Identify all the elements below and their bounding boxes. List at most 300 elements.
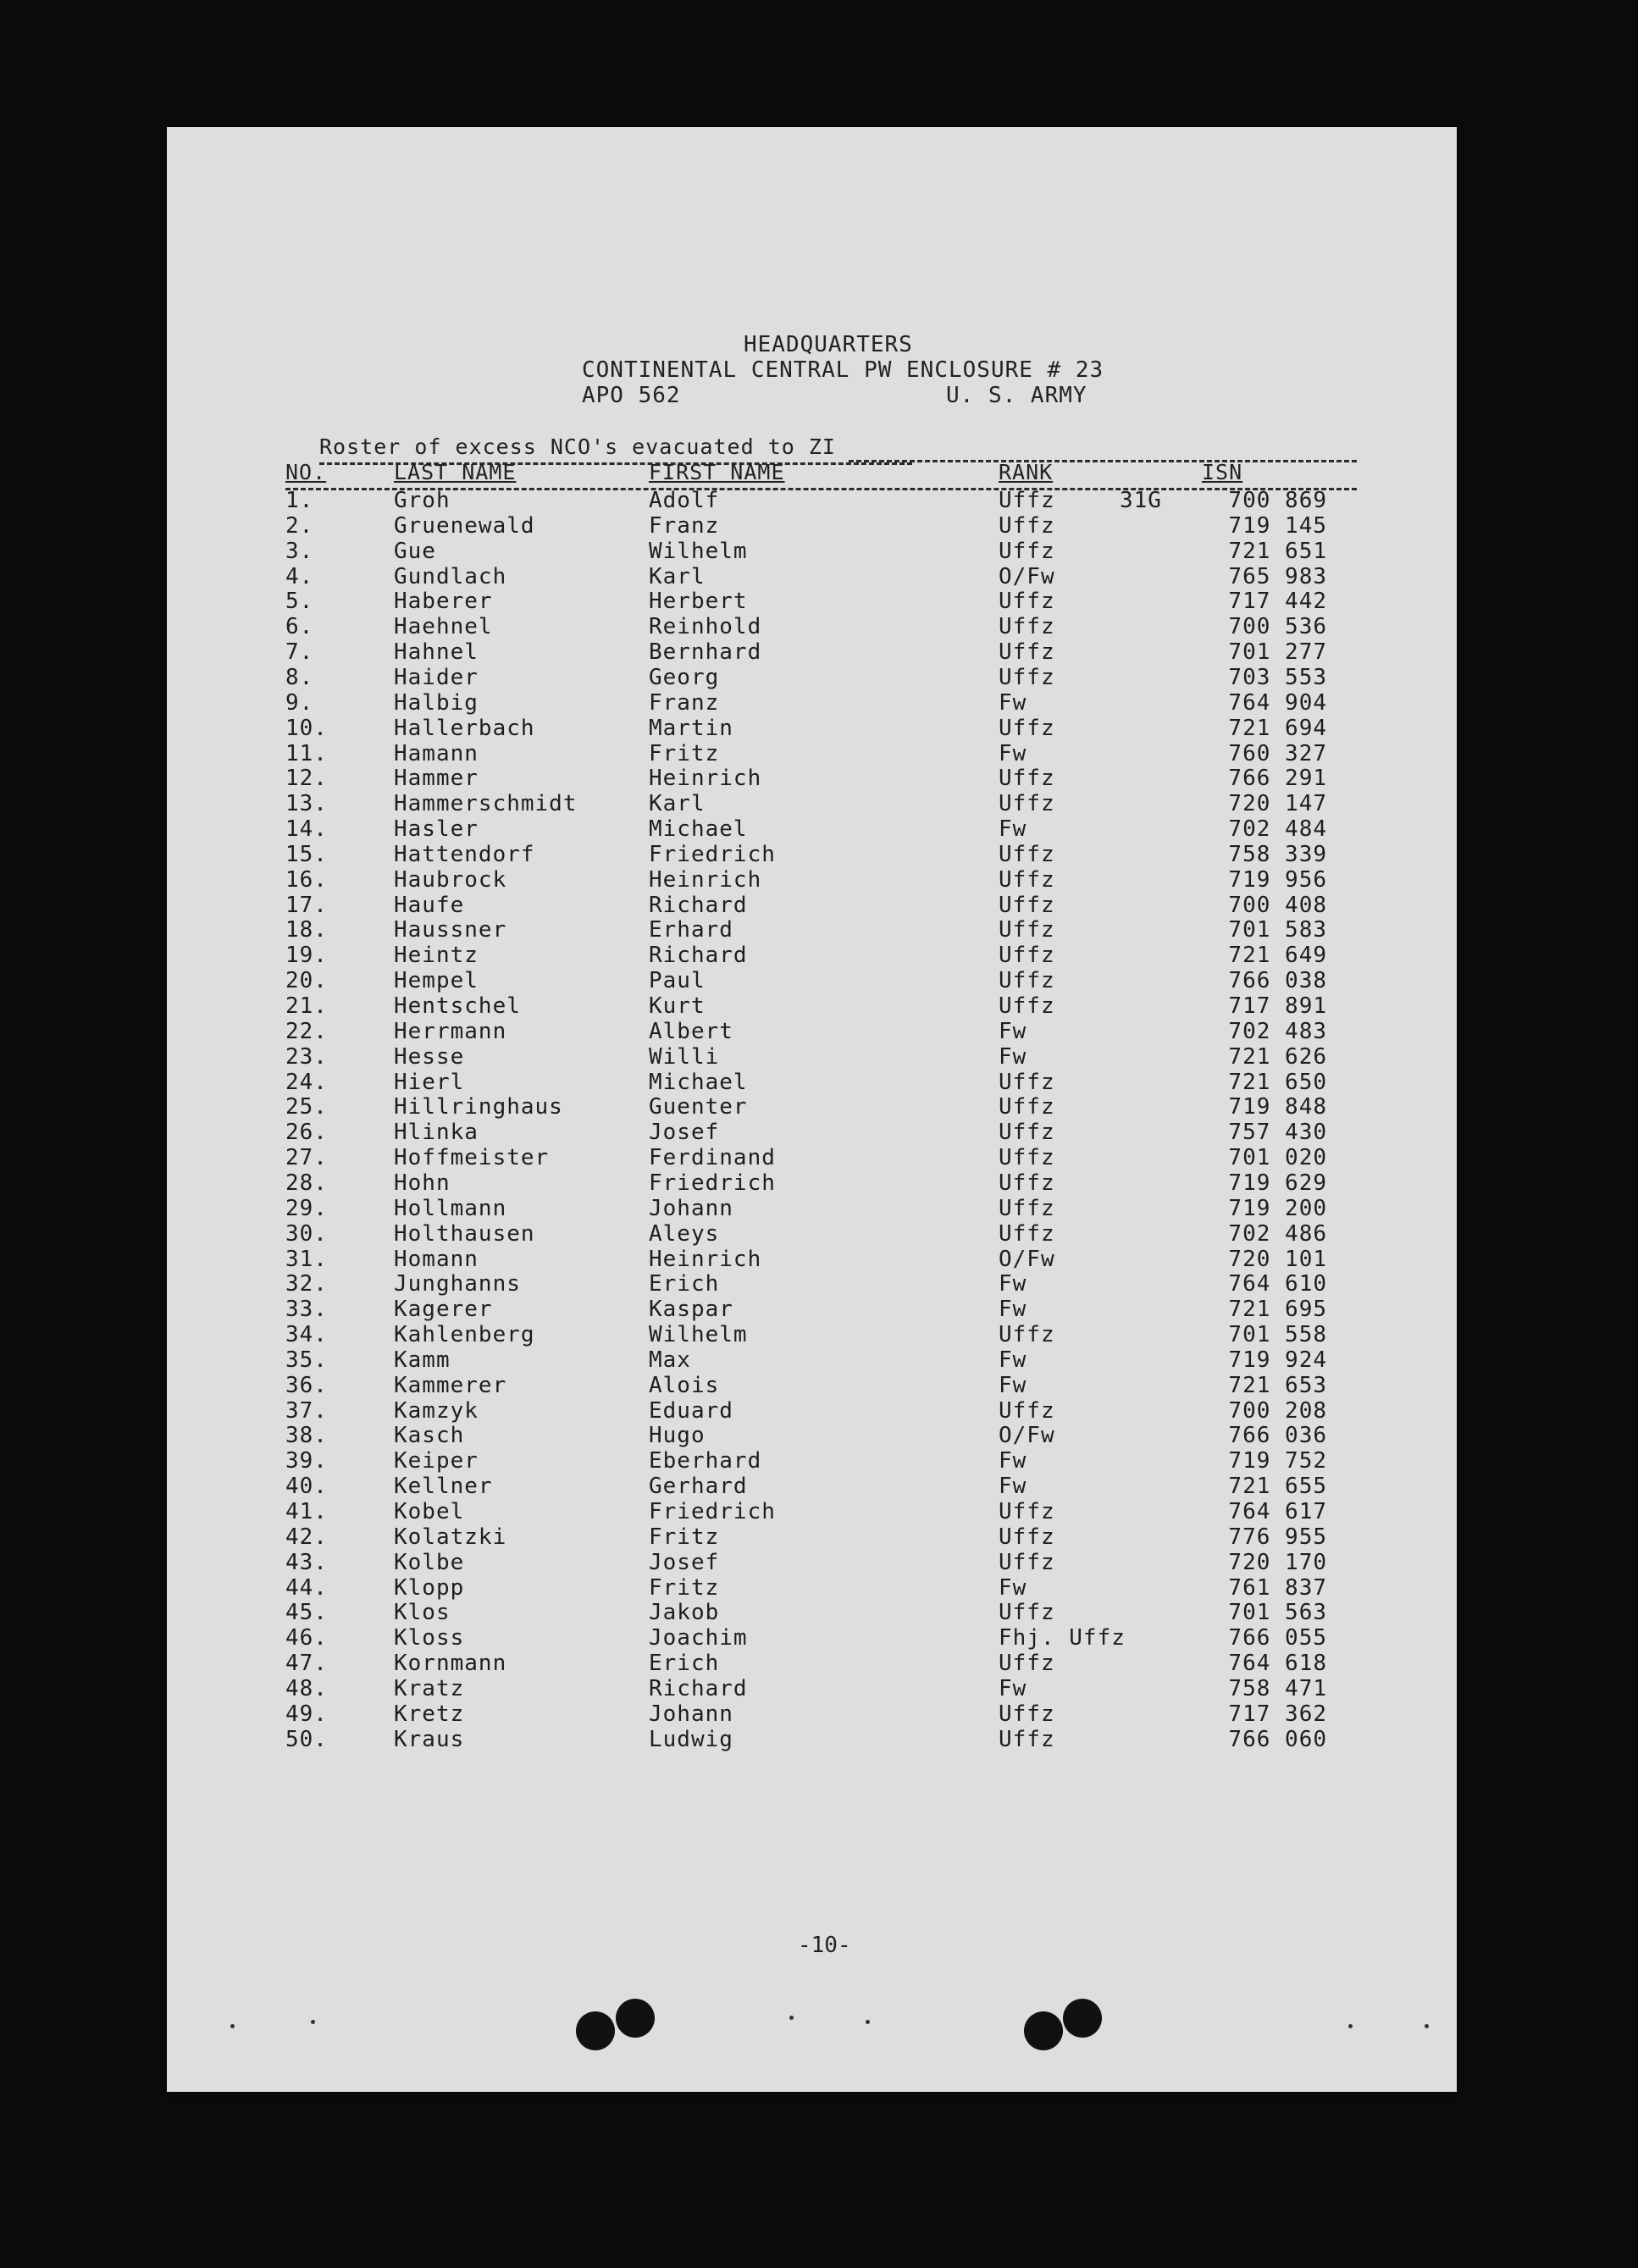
row-number: 3. xyxy=(285,538,314,564)
table-row xyxy=(167,1550,1457,1575)
first-name-cell: Friedrich xyxy=(649,1499,776,1524)
table-row xyxy=(167,1070,1457,1095)
last-name-cell: Groh xyxy=(394,488,451,513)
isn-cell: 720 147 xyxy=(1228,791,1327,817)
row-number: 46. xyxy=(285,1625,328,1651)
speck xyxy=(1348,2024,1353,2028)
first-name-cell: Joachim xyxy=(649,1625,748,1651)
isn-cell: 766 038 xyxy=(1228,968,1327,994)
first-name-cell: Reinhold xyxy=(649,614,762,640)
rank-cell: Uffz xyxy=(999,1397,1055,1424)
document-page xyxy=(167,127,1457,2092)
row-number: 50. xyxy=(285,1726,328,1752)
rank-cell: Fw xyxy=(999,1018,1027,1044)
first-name-cell: Hugo xyxy=(649,1423,706,1449)
last-name-cell: Hempel xyxy=(394,968,479,994)
row-number: 4. xyxy=(285,563,314,589)
isn-cell: 761 837 xyxy=(1228,1574,1327,1601)
last-name-cell: Haberer xyxy=(394,589,493,615)
last-name-cell: Kraus xyxy=(394,1726,465,1752)
first-name-cell: Georg xyxy=(649,664,720,690)
row-number: 16. xyxy=(285,866,328,893)
speck xyxy=(311,2020,315,2024)
rank-cell: Fw xyxy=(999,1574,1027,1601)
row-number: 5. xyxy=(285,589,314,615)
table-row xyxy=(167,1423,1457,1448)
isn-cell: 766 291 xyxy=(1228,766,1327,792)
first-name-cell: Franz xyxy=(649,512,720,539)
last-name-cell: Hollmann xyxy=(394,1195,507,1221)
first-name-cell: Alois xyxy=(649,1372,720,1398)
table-row xyxy=(167,1474,1457,1499)
rank-cell: Uffz xyxy=(999,866,1055,893)
row-number: 49. xyxy=(285,1701,328,1727)
row-number: 12. xyxy=(285,766,328,792)
last-name-cell: Hesse xyxy=(394,1043,465,1070)
row-number: 47. xyxy=(285,1651,328,1677)
row-number: 39. xyxy=(285,1448,328,1474)
isn-cell: 719 200 xyxy=(1228,1195,1327,1221)
isn-cell: 719 924 xyxy=(1228,1347,1327,1373)
table-row xyxy=(167,993,1457,1019)
rank-cell: Uffz xyxy=(999,892,1055,918)
isn-cell: 719 956 xyxy=(1228,866,1327,893)
isn-cell: 700 869 xyxy=(1228,488,1327,513)
isn-cell: 721 649 xyxy=(1228,943,1327,969)
rank-cell: Fw xyxy=(999,1043,1027,1070)
first-name-cell: Franz xyxy=(649,689,720,716)
first-name-cell: Heinrich xyxy=(649,1246,762,1272)
header-line-1: HEADQUARTERS xyxy=(744,332,913,357)
last-name-cell: Kahlenberg xyxy=(394,1322,535,1348)
table-row xyxy=(167,513,1457,539)
isn-cell: 764 904 xyxy=(1228,689,1327,716)
last-name-cell: Kolbe xyxy=(394,1549,465,1575)
first-name-cell: Albert xyxy=(649,1018,733,1044)
row-number: 32. xyxy=(285,1271,328,1297)
first-name-cell: Eduard xyxy=(649,1397,733,1424)
rank-cell: Uffz xyxy=(999,1220,1055,1247)
table-row xyxy=(167,1271,1457,1297)
column-header-last-name: LAST NAME xyxy=(394,460,517,484)
last-name-cell: Hattendorf xyxy=(394,841,535,867)
first-name-cell: Heinrich xyxy=(649,866,762,893)
isn-cell: 719 629 xyxy=(1228,1170,1327,1196)
table-row xyxy=(167,766,1457,791)
first-name-cell: Johann xyxy=(649,1195,733,1221)
rank-cell: Uffz xyxy=(999,791,1055,817)
first-name-cell: Eberhard xyxy=(649,1448,762,1474)
isn-cell: 766 036 xyxy=(1228,1423,1327,1449)
table-row xyxy=(167,1170,1457,1196)
last-name-cell: Gruenewald xyxy=(394,512,535,539)
table-row xyxy=(167,867,1457,893)
table-row xyxy=(167,1373,1457,1398)
row-number: 48. xyxy=(285,1675,328,1701)
first-name-cell: Johann xyxy=(649,1701,733,1727)
table-row xyxy=(167,816,1457,842)
last-name-cell: Kornmann xyxy=(394,1651,507,1677)
rank-cell: Uffz xyxy=(999,538,1055,564)
table-row xyxy=(167,791,1457,816)
first-name-cell: Paul xyxy=(649,968,706,994)
row-number: 43. xyxy=(285,1549,328,1575)
last-name-cell: Hentschel xyxy=(394,993,521,1019)
speck xyxy=(789,2016,794,2020)
row-number: 41. xyxy=(285,1499,328,1524)
first-name-cell: Fritz xyxy=(649,1524,720,1550)
row-number: 21. xyxy=(285,993,328,1019)
row-number: 11. xyxy=(285,740,328,766)
last-name-cell: Homann xyxy=(394,1246,479,1272)
rank-cell: Uffz xyxy=(999,968,1055,994)
last-name-cell: Kolatzki xyxy=(394,1524,507,1550)
last-name-cell: Junghanns xyxy=(394,1271,521,1297)
last-name-cell: Holthausen xyxy=(394,1220,535,1247)
first-name-cell: Kaspar xyxy=(649,1297,733,1323)
table-row xyxy=(167,1297,1457,1322)
rank-cell: Uffz xyxy=(999,1524,1055,1550)
last-name-cell: Hierl xyxy=(394,1069,465,1095)
table-row xyxy=(167,1524,1457,1550)
first-name-cell: Fritz xyxy=(649,740,720,766)
isn-cell: 700 408 xyxy=(1228,892,1327,918)
last-name-cell: Kammerer xyxy=(394,1372,507,1398)
rank-cell: Uffz xyxy=(999,1069,1055,1095)
row-number: 37. xyxy=(285,1397,328,1424)
rank-cell: Uffz xyxy=(999,993,1055,1019)
row-number: 45. xyxy=(285,1600,328,1626)
table-row xyxy=(167,539,1457,564)
first-name-cell: Richard xyxy=(649,1675,748,1701)
first-name-cell: Kurt xyxy=(649,993,706,1019)
row-number: 20. xyxy=(285,968,328,994)
table-row xyxy=(167,1727,1457,1752)
row-number: 33. xyxy=(285,1297,328,1323)
last-name-cell: Kloss xyxy=(394,1625,465,1651)
table-row xyxy=(167,1625,1457,1651)
isn-cell: 717 442 xyxy=(1228,589,1327,615)
last-name-cell: Kasch xyxy=(394,1423,465,1449)
table-row xyxy=(167,1019,1457,1044)
table-row xyxy=(167,1120,1457,1145)
first-name-cell: Josef xyxy=(649,1549,720,1575)
row-number: 35. xyxy=(285,1347,328,1373)
annotation-cell: 31G xyxy=(1120,488,1162,513)
last-name-cell: Hlinka xyxy=(394,1120,479,1146)
first-name-cell: Willi xyxy=(649,1043,720,1070)
first-name-cell: Wilhelm xyxy=(649,1322,748,1348)
rank-cell: Fw xyxy=(999,689,1027,716)
table-row xyxy=(167,1398,1457,1424)
rank-cell: Uffz xyxy=(999,917,1055,943)
rank-cell: Fw xyxy=(999,1271,1027,1297)
table-row xyxy=(167,1347,1457,1373)
isn-cell: 765 983 xyxy=(1228,563,1327,589)
first-name-cell: Aleys xyxy=(649,1220,720,1247)
rank-cell: Uffz xyxy=(999,1120,1055,1146)
punch-hole xyxy=(1063,1999,1102,2038)
rank-cell: Uffz xyxy=(999,512,1055,539)
isn-cell: 701 020 xyxy=(1228,1145,1327,1171)
first-name-cell: Martin xyxy=(649,715,733,741)
row-number: 34. xyxy=(285,1322,328,1348)
first-name-cell: Adolf xyxy=(649,488,720,513)
isn-cell: 721 694 xyxy=(1228,715,1327,741)
rank-cell: Uffz xyxy=(999,664,1055,690)
rank-cell: Uffz xyxy=(999,589,1055,615)
table-row xyxy=(167,1094,1457,1120)
last-name-cell: Haussner xyxy=(394,917,507,943)
table-row xyxy=(167,690,1457,716)
punch-hole xyxy=(1024,2011,1063,2050)
last-name-cell: Kamm xyxy=(394,1347,451,1373)
first-name-cell: Erich xyxy=(649,1651,720,1677)
row-number: 23. xyxy=(285,1043,328,1070)
last-name-cell: Hoffmeister xyxy=(394,1145,550,1171)
table-row xyxy=(167,943,1457,968)
isn-cell: 721 695 xyxy=(1228,1297,1327,1323)
row-number: 36. xyxy=(285,1372,328,1398)
rank-cell: Fw xyxy=(999,740,1027,766)
isn-cell: 758 471 xyxy=(1228,1675,1327,1701)
row-number: 6. xyxy=(285,614,314,640)
first-name-cell: Richard xyxy=(649,943,748,969)
row-number: 2. xyxy=(285,512,314,539)
row-number: 8. xyxy=(285,664,314,690)
rank-cell: Uffz xyxy=(999,715,1055,741)
first-name-cell: Heinrich xyxy=(649,766,762,792)
row-number: 31. xyxy=(285,1246,328,1272)
table-row xyxy=(167,488,1457,513)
rank-cell: Uffz xyxy=(999,1549,1055,1575)
row-number: 10. xyxy=(285,715,328,741)
first-name-cell: Karl xyxy=(649,563,706,589)
row-number: 29. xyxy=(285,1195,328,1221)
first-name-cell: Friedrich xyxy=(649,841,776,867)
rank-cell: Uffz xyxy=(999,1195,1055,1221)
punch-hole xyxy=(616,1999,655,2038)
first-name-cell: Karl xyxy=(649,791,706,817)
isn-cell: 720 101 xyxy=(1228,1246,1327,1272)
row-number: 40. xyxy=(285,1474,328,1500)
isn-cell: 701 277 xyxy=(1228,639,1327,666)
table-row xyxy=(167,1448,1457,1474)
rank-cell: Uffz xyxy=(999,1170,1055,1196)
last-name-cell: Haider xyxy=(394,664,479,690)
isn-cell: 719 848 xyxy=(1228,1094,1327,1120)
rank-cell: Uffz xyxy=(999,766,1055,792)
isn-cell: 701 563 xyxy=(1228,1600,1327,1626)
last-name-cell: Kamzyk xyxy=(394,1397,479,1424)
rank-cell: O/Fw xyxy=(999,1246,1055,1272)
isn-cell: 721 626 xyxy=(1228,1043,1327,1070)
isn-cell: 764 610 xyxy=(1228,1271,1327,1297)
last-name-cell: Haehnel xyxy=(394,614,493,640)
table-row xyxy=(167,1499,1457,1524)
rank-cell: Uffz xyxy=(999,1145,1055,1171)
last-name-cell: Gue xyxy=(394,538,436,564)
row-number: 17. xyxy=(285,892,328,918)
table-row xyxy=(167,1651,1457,1676)
rank-cell: Uffz xyxy=(999,1701,1055,1727)
isn-cell: 701 583 xyxy=(1228,917,1327,943)
table-row xyxy=(167,1145,1457,1170)
first-name-cell: Wilhelm xyxy=(649,538,748,564)
row-number: 1. xyxy=(285,488,314,513)
header-army: U. S. ARMY xyxy=(946,383,1087,408)
table-row xyxy=(167,1575,1457,1601)
row-number: 44. xyxy=(285,1574,328,1601)
rank-cell: Uffz xyxy=(999,1094,1055,1120)
last-name-cell: Klopp xyxy=(394,1574,465,1601)
last-name-cell: Hohn xyxy=(394,1170,451,1196)
row-number: 15. xyxy=(285,841,328,867)
first-name-cell: Gerhard xyxy=(649,1474,748,1500)
row-number: 18. xyxy=(285,917,328,943)
rank-cell: Fw xyxy=(999,1372,1027,1398)
last-name-cell: Hillringhaus xyxy=(394,1094,563,1120)
table-row xyxy=(167,1196,1457,1221)
row-number: 9. xyxy=(285,689,314,716)
punch-hole xyxy=(576,2011,615,2050)
first-name-cell: Ferdinand xyxy=(649,1145,776,1171)
header-line-2: CONTINENTAL CENTRAL PW ENCLOSURE # 23 xyxy=(582,357,1104,383)
page-number: -10- xyxy=(798,1933,851,1958)
first-name-cell: Jakob xyxy=(649,1600,720,1626)
table-row xyxy=(167,639,1457,665)
table-row xyxy=(167,741,1457,766)
isn-cell: 701 558 xyxy=(1228,1322,1327,1348)
row-number: 25. xyxy=(285,1094,328,1120)
table-row xyxy=(167,1701,1457,1727)
first-name-cell: Friedrich xyxy=(649,1170,776,1196)
last-name-cell: Kagerer xyxy=(394,1297,493,1323)
isn-cell: 760 327 xyxy=(1228,740,1327,766)
table-row xyxy=(167,1600,1457,1625)
last-name-cell: Haufe xyxy=(394,892,465,918)
last-name-cell: Kobel xyxy=(394,1499,465,1524)
table-row xyxy=(167,1322,1457,1347)
last-name-cell: Hammerschmidt xyxy=(394,791,578,817)
row-number: 30. xyxy=(285,1220,328,1247)
last-name-cell: Heintz xyxy=(394,943,479,969)
table-row xyxy=(167,614,1457,639)
rank-cell: Fw xyxy=(999,1448,1027,1474)
first-name-cell: Erich xyxy=(649,1271,720,1297)
first-name-cell: Josef xyxy=(649,1120,720,1146)
roster-title: Roster of excess NCO's evacuated to ZI xyxy=(319,434,836,459)
table-row xyxy=(167,1676,1457,1701)
row-number: 7. xyxy=(285,639,314,666)
row-number: 27. xyxy=(285,1145,328,1171)
isn-cell: 776 955 xyxy=(1228,1524,1327,1550)
rank-cell: Uffz xyxy=(999,1726,1055,1752)
last-name-cell: Haubrock xyxy=(394,866,507,893)
rank-cell: Fw xyxy=(999,1474,1027,1500)
last-name-cell: Hammer xyxy=(394,766,479,792)
table-row xyxy=(167,564,1457,589)
row-number: 22. xyxy=(285,1018,328,1044)
isn-cell: 766 055 xyxy=(1228,1625,1327,1651)
isn-cell: 721 655 xyxy=(1228,1474,1327,1500)
last-name-cell: Herrmann xyxy=(394,1018,507,1044)
rank-cell: Fhj. Uffz xyxy=(999,1625,1126,1651)
isn-cell: 721 650 xyxy=(1228,1069,1327,1095)
row-number: 13. xyxy=(285,791,328,817)
rank-cell: Uffz xyxy=(999,639,1055,666)
rank-cell: Uffz xyxy=(999,1499,1055,1524)
isn-cell: 700 536 xyxy=(1228,614,1327,640)
rank-cell: O/Fw xyxy=(999,1423,1055,1449)
rank-cell: Uffz xyxy=(999,1651,1055,1677)
isn-cell: 764 617 xyxy=(1228,1499,1327,1524)
table-row xyxy=(167,968,1457,993)
row-number: 38. xyxy=(285,1423,328,1449)
first-name-cell: Herbert xyxy=(649,589,748,615)
first-name-cell: Michael xyxy=(649,1069,748,1095)
first-name-cell: Bernhard xyxy=(649,639,762,666)
last-name-cell: Kretz xyxy=(394,1701,465,1727)
row-number: 14. xyxy=(285,816,328,843)
last-name-cell: Klos xyxy=(394,1600,451,1626)
rank-cell: O/Fw xyxy=(999,563,1055,589)
rank-cell: Fw xyxy=(999,1347,1027,1373)
rank-cell: Uffz xyxy=(999,488,1055,513)
isn-cell: 721 653 xyxy=(1228,1372,1327,1398)
rank-cell: Fw xyxy=(999,1297,1027,1323)
isn-cell: 702 483 xyxy=(1228,1018,1327,1044)
table-row xyxy=(167,1044,1457,1070)
isn-cell: 721 651 xyxy=(1228,538,1327,564)
last-name-cell: Kellner xyxy=(394,1474,493,1500)
table-row xyxy=(167,842,1457,867)
last-name-cell: Hamann xyxy=(394,740,479,766)
table-row xyxy=(167,1221,1457,1247)
row-number: 28. xyxy=(285,1170,328,1196)
column-header-isn: ISN xyxy=(1202,460,1243,484)
table-row xyxy=(167,917,1457,943)
rank-cell: Uffz xyxy=(999,943,1055,969)
table-row xyxy=(167,893,1457,918)
header-apo: APO 562 xyxy=(582,383,681,408)
first-name-cell: Ludwig xyxy=(649,1726,733,1752)
speck xyxy=(230,2024,235,2028)
rank-cell: Uffz xyxy=(999,841,1055,867)
last-name-cell: Hasler xyxy=(394,816,479,843)
last-name-cell: Kratz xyxy=(394,1675,465,1701)
isn-cell: 720 170 xyxy=(1228,1549,1327,1575)
last-name-cell: Hallerbach xyxy=(394,715,535,741)
column-header-no: NO. xyxy=(285,460,327,484)
first-name-cell: Erhard xyxy=(649,917,733,943)
rank-cell: Uffz xyxy=(999,614,1055,640)
first-name-cell: Guenter xyxy=(649,1094,748,1120)
rank-cell: Uffz xyxy=(999,1600,1055,1626)
last-name-cell: Halbig xyxy=(394,689,479,716)
isn-cell: 764 618 xyxy=(1228,1651,1327,1677)
isn-cell: 758 339 xyxy=(1228,841,1327,867)
isn-cell: 703 553 xyxy=(1228,664,1327,690)
rank-cell: Fw xyxy=(999,1675,1027,1701)
last-name-cell: Keiper xyxy=(394,1448,479,1474)
title-dashed-rule-right xyxy=(849,460,1357,462)
column-header-rank: RANK xyxy=(999,460,1054,484)
first-name-cell: Max xyxy=(649,1347,691,1373)
isn-cell: 766 060 xyxy=(1228,1726,1327,1752)
first-name-cell: Michael xyxy=(649,816,748,843)
rank-cell: Uffz xyxy=(999,1322,1055,1348)
